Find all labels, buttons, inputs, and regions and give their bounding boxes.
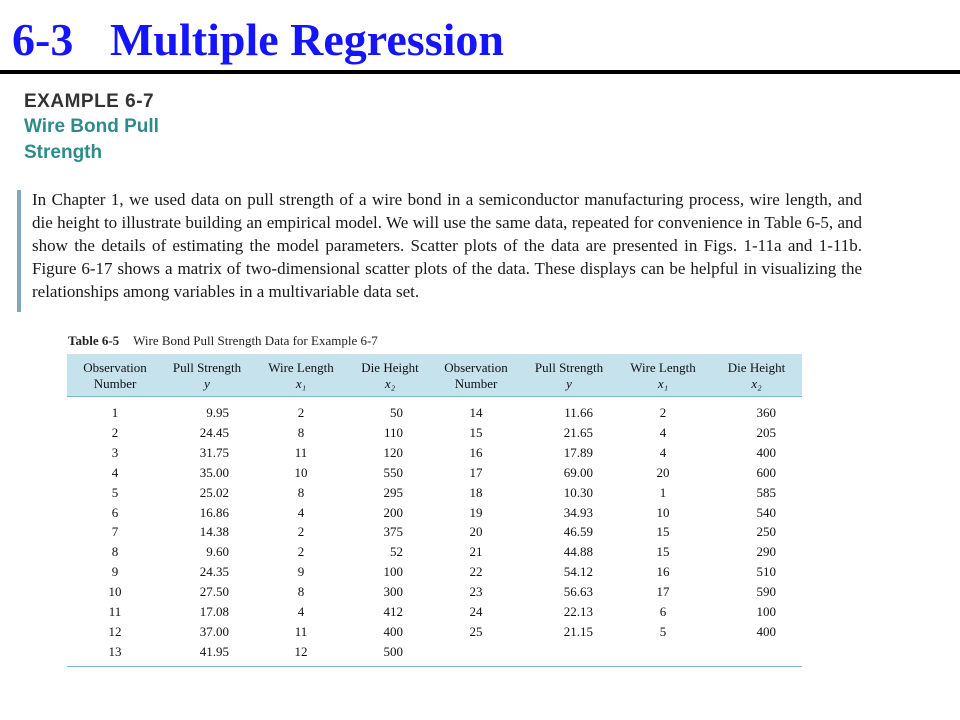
- column-header-title: Die Height: [727, 360, 786, 375]
- column-header-title: Wire Length: [268, 360, 334, 375]
- table-cell: 9: [111, 564, 119, 580]
- table-cell: 12: [108, 623, 122, 639]
- table-cell: 4: [297, 604, 305, 620]
- table-cell: 300: [383, 584, 403, 600]
- table-cell: 15: [656, 544, 670, 560]
- table-cell: 9: [297, 564, 305, 580]
- table-cell: 11: [294, 444, 308, 460]
- table-cell: 21: [469, 544, 483, 560]
- table-cell: 27.50: [199, 584, 229, 600]
- table-cell: 600: [756, 464, 776, 480]
- table-cell: 7: [111, 524, 119, 540]
- table-cell: 295: [383, 484, 403, 500]
- table-cell: 16.86: [199, 504, 229, 520]
- example-name: Wire Bond Pull Strength: [24, 116, 159, 163]
- table-cell: 21.65: [563, 424, 593, 440]
- table-cell: 21.15: [563, 623, 593, 639]
- table-cell: 56.63: [563, 584, 593, 600]
- table-cell: 24.35: [199, 564, 229, 580]
- column-header-title: Die Height: [361, 360, 419, 375]
- column-header: [523, 354, 615, 397]
- table-row: [67, 622, 802, 642]
- table-cell: 10.30: [563, 484, 593, 500]
- table-cell: 400: [383, 623, 403, 639]
- table-cell: 1: [111, 405, 119, 420]
- table-cell: 31.75: [199, 444, 229, 460]
- table-cell: 13: [67, 642, 163, 666]
- table-cell: 15: [656, 524, 670, 540]
- table-header-row: [67, 354, 802, 397]
- table-cell: 100: [383, 564, 403, 580]
- table-cell: 14.38: [199, 524, 229, 540]
- table-cell: 412: [383, 604, 403, 620]
- table-cell: 11: [108, 604, 122, 620]
- table-cell: 19: [469, 504, 483, 520]
- column-header-title: Pull Strength: [534, 360, 604, 375]
- column-header-symbol: x₁: [657, 376, 669, 391]
- table-cell: 52: [390, 544, 403, 560]
- table-cell: 50: [390, 405, 403, 420]
- table-cell: 10: [294, 464, 308, 480]
- table-cell: 500: [351, 642, 429, 666]
- table-caption: [68, 333, 378, 349]
- table-cell: 2: [297, 524, 305, 540]
- table-cell: 540: [756, 504, 776, 520]
- column-header: [711, 354, 802, 397]
- table-cell: 8: [111, 544, 119, 560]
- table-cell: 25.02: [199, 484, 229, 500]
- table-cell: 2: [297, 405, 305, 420]
- table-cell: 24: [469, 604, 483, 620]
- table-cell: 110: [383, 424, 403, 440]
- table-cell: 400: [756, 623, 776, 639]
- table-row: [67, 443, 802, 463]
- table-cell: 9.95: [206, 405, 229, 420]
- table-cell: [429, 642, 523, 666]
- column-header: [429, 354, 523, 397]
- table-cell: 17.89: [563, 444, 593, 460]
- table-cell: 20: [656, 464, 670, 480]
- table-cell: 8: [297, 484, 305, 500]
- table-row: [67, 423, 802, 443]
- table-cell: [615, 642, 711, 666]
- table-body: [67, 397, 802, 667]
- column-header-symbol: x₁: [295, 376, 307, 391]
- table-cell: 250: [756, 524, 776, 540]
- table-caption-label: Table 6-5: [68, 333, 120, 348]
- table-cell: 8: [297, 424, 305, 440]
- example-header: [24, 90, 194, 166]
- column-header-symbol: x₂: [384, 376, 396, 391]
- table-cell: 120: [383, 444, 403, 460]
- slide-title: [12, 14, 504, 66]
- table-row: [67, 483, 802, 503]
- table-cell: 4: [659, 424, 667, 440]
- title-divider: [0, 70, 960, 74]
- table-cell: 22: [469, 564, 483, 580]
- column-header: [67, 354, 163, 397]
- table-row: [67, 397, 802, 423]
- table-cell: 12: [251, 642, 351, 666]
- table-cell: 4: [659, 444, 667, 460]
- table-cell: 2: [111, 424, 119, 440]
- table-cell: 375: [383, 524, 403, 540]
- table-cell: 4: [297, 504, 305, 520]
- table-cell: 35.00: [199, 464, 229, 480]
- table-cell: 14: [469, 405, 483, 420]
- column-header-title: Pull Strength: [172, 360, 242, 375]
- table-cell: 37.00: [199, 623, 229, 639]
- table-cell: 9.60: [206, 544, 229, 560]
- table-row: [67, 562, 802, 582]
- table-cell: 41.95: [163, 642, 251, 666]
- column-header-title: Wire Length: [630, 360, 696, 375]
- table-cell: 34.93: [563, 504, 593, 520]
- column-header-symbol: Number: [93, 376, 137, 391]
- column-header-symbol: x₂: [751, 376, 762, 391]
- slide-title-text: Multiple Regression: [110, 14, 504, 65]
- column-header-title: Observation: [444, 360, 508, 375]
- table-cell: 510: [756, 564, 776, 580]
- table-cell: 6: [659, 604, 667, 620]
- column-header-symbol: Number: [454, 376, 498, 391]
- column-header-title: Observation: [83, 360, 147, 375]
- table-cell: 4: [111, 464, 119, 480]
- table-cell: 8: [297, 584, 305, 600]
- table-cell: 17: [469, 464, 483, 480]
- table-cell: 17: [656, 584, 670, 600]
- table-row: [67, 642, 802, 666]
- table-cell: 205: [756, 424, 776, 440]
- table-cell: 20: [469, 524, 483, 540]
- table-cell: 2: [297, 544, 305, 560]
- table-cell: 10: [656, 504, 670, 520]
- table-cell: 17.08: [199, 604, 229, 620]
- table-cell: 585: [756, 484, 776, 500]
- table-cell: 11.66: [564, 405, 593, 420]
- table-cell: 6: [111, 504, 119, 520]
- intro-accent-bar: [17, 190, 21, 312]
- table-cell: 16: [469, 444, 483, 460]
- table-row: [67, 503, 802, 523]
- table-cell: 100: [756, 604, 776, 620]
- table-cell: 590: [756, 584, 776, 600]
- table-cell: 1: [659, 484, 667, 500]
- table-cell: 3: [111, 444, 119, 460]
- table-cell: 290: [756, 544, 776, 560]
- table-cell: 360: [756, 405, 776, 420]
- table-cell: 23: [469, 584, 483, 600]
- table-cell: 18: [469, 484, 483, 500]
- table-cell: [523, 642, 615, 666]
- intro-paragraph: In Chapter 1, we used data on pull strength of a wire bond in a semiconductor manufacturing process, wire length, and die height to illustrate building an empirical model. We will use the same data, repeated for convenience in Table 6-5, and show the details of estimating the model parameters. Scatter plots of the data are presented in Figs. 1-11a and 1-11b. Figure 6-17 shows a matrix of two-dimensional scatter plots of the data. These displays can be helpful in visualizing the relationships among variables in a multivariable data set.: [32, 190, 862, 301]
- table-cell: 44.88: [563, 544, 593, 560]
- table-cell: 11: [294, 623, 308, 639]
- column-header: [163, 354, 251, 397]
- table-cell: 54.12: [563, 564, 593, 580]
- table-cell: 5: [111, 484, 119, 500]
- table-cell: 10: [108, 584, 122, 600]
- table-cell: 25: [469, 623, 483, 639]
- table-cell: 550: [383, 464, 403, 480]
- slide-number: 6-3: [12, 14, 74, 65]
- table-row: [67, 463, 802, 483]
- table-cell: 22.13: [563, 604, 593, 620]
- column-header: [615, 354, 711, 397]
- table-row: [67, 582, 802, 602]
- table-row: [67, 542, 802, 562]
- wire-bond-data-table: [67, 354, 802, 667]
- table-cell: 5: [659, 623, 667, 639]
- table-cell: 2: [659, 405, 667, 420]
- table-cell: 15: [469, 424, 483, 440]
- column-header: [251, 354, 351, 397]
- table-cell: [711, 642, 802, 666]
- column-header: [351, 354, 429, 397]
- example-label: EXAMPLE 6-7: [24, 91, 155, 112]
- table-cell: 24.45: [199, 424, 229, 440]
- table-row: [67, 602, 802, 622]
- table-cell: 46.59: [563, 524, 593, 540]
- column-header-symbol: y: [566, 376, 572, 391]
- table-row: [67, 522, 802, 542]
- table-cell: 16: [656, 564, 670, 580]
- table-cell: 69.00: [563, 464, 593, 480]
- table-cell: 400: [756, 444, 776, 460]
- table-caption-text: Wire Bond Pull Strength Data for Example 6-7: [133, 333, 378, 348]
- column-header-symbol: y: [204, 376, 210, 391]
- table-cell: 200: [383, 504, 403, 520]
